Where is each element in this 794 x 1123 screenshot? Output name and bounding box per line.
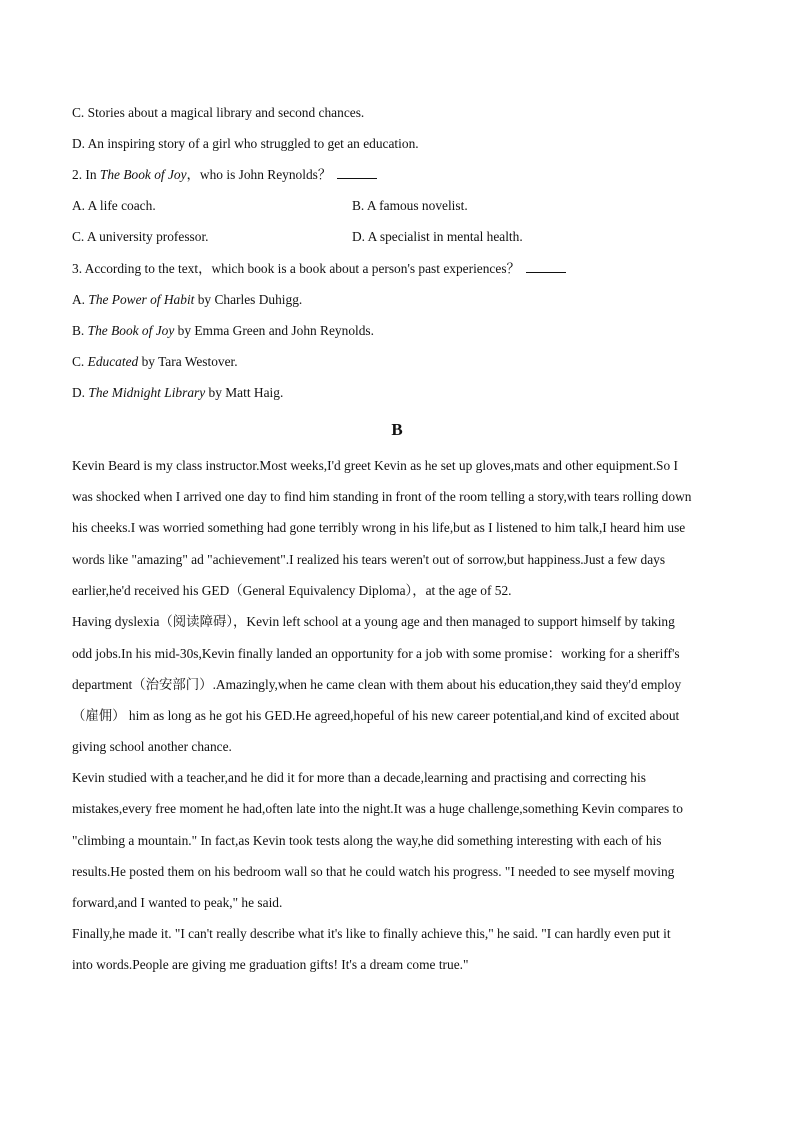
section-title: B [391,420,403,439]
q2-answer-blank [337,167,377,179]
passage-line: was shocked when I arrived one day to find him standing in front of the room telling a story,with tears rolling down [72,489,692,504]
passage-line: his cheeks.I was worried something had gone terribly wrong in his life,but as I listened to him talk,I heard him use [72,520,686,535]
q2-option-d: D. A specialist in mental health. [352,229,523,244]
passage-line: forward,and I wanted to peak," he said. [72,895,283,910]
q2-book-title: The Book of Joy [99,167,187,182]
q3-option-b: B. The Book of Joy by Emma Green and John Reynolds. [72,323,374,338]
q3-stem-text: 3. According to the text，which book is a book about a person's past experiences？ [72,261,520,276]
q3-option-d-title: The Midnight Library [88,385,206,400]
passage-line: "climbing a mountain." In fact,as Kevin took tests along the way,he did something interesting with each of his [72,833,662,848]
q3-option-b-title: The Book of Joy [87,323,175,338]
passage-line: mistakes,every free moment he had,often late into the night.It was a huge challenge,something Kevin compares to [72,801,683,816]
q3-option-c: C. Educated by Tara Westover. [72,354,238,369]
passage-line: earlier,he'd received his GED（General Equivalency Diploma），at the age of 52. [72,583,512,598]
q1-option-c: C. Stories about a magical library and second chances. [72,105,365,120]
passage-line: Finally,he made it. "I can't really describe what it's like to finally achieve this," he said. "I can hardly even put it [72,926,671,941]
passage-line: （雇佣） him as long as he got his GED.He agreed,hopeful of his new career potential,and kind of excited about [72,708,680,723]
q2-stem [72,166,377,184]
passage-line: odd jobs.In his mid-30s,Kevin finally landed an opportunity for a job with some promise：working for a sheriff's [72,646,680,661]
passage-line: Kevin studied with a teacher,and he did it for more than a decade,learning and practising and correcting his [72,770,646,785]
passage-line: words like "amazing" ad "achievement".I realized his tears weren't out of sorrow,but happiness.Just a few days [72,552,666,567]
passage-line: results.He posted them on his bedroom wall so that he could watch his progress. "I needed to see myself moving [72,864,675,879]
q3-option-d: D. The Midnight Library by Matt Haig. [72,385,284,400]
q3-stem [72,260,566,278]
q2-option-b: B. A famous novelist. [352,198,468,213]
passage-line: Having dyslexia（阅读障碍），Kevin left school at a young age and then managed to support himself by taking [72,614,675,629]
passage-line: giving school another chance. [72,739,232,754]
q3-option-c-title: Educated [87,354,139,369]
q2-option-a: A. A life coach. [72,198,156,213]
q3-answer-blank [526,261,566,273]
q3-option-a-title: The Power of Habit [88,292,195,307]
q2-suffix: ，who is John Reynolds？ [186,167,332,182]
q1-option-d: D. An inspiring story of a girl who struggled to get an education. [72,136,419,151]
passage-line: into words.People are giving me graduation gifts! It's a dream come true." [72,957,469,972]
q3-option-a: A. The Power of Habit by Charles Duhigg. [72,292,303,307]
q2-option-c: C. A university professor. [72,229,209,244]
passage-line: department（治安部门）.Amazingly,when he came clean with them about his education,they said they'd employ [72,677,682,692]
q2-prefix: 2. In [72,167,100,182]
passage-line: Kevin Beard is my class instructor.Most weeks,I'd greet Kevin as he set up gloves,mats and other equipment.So I [72,458,678,473]
